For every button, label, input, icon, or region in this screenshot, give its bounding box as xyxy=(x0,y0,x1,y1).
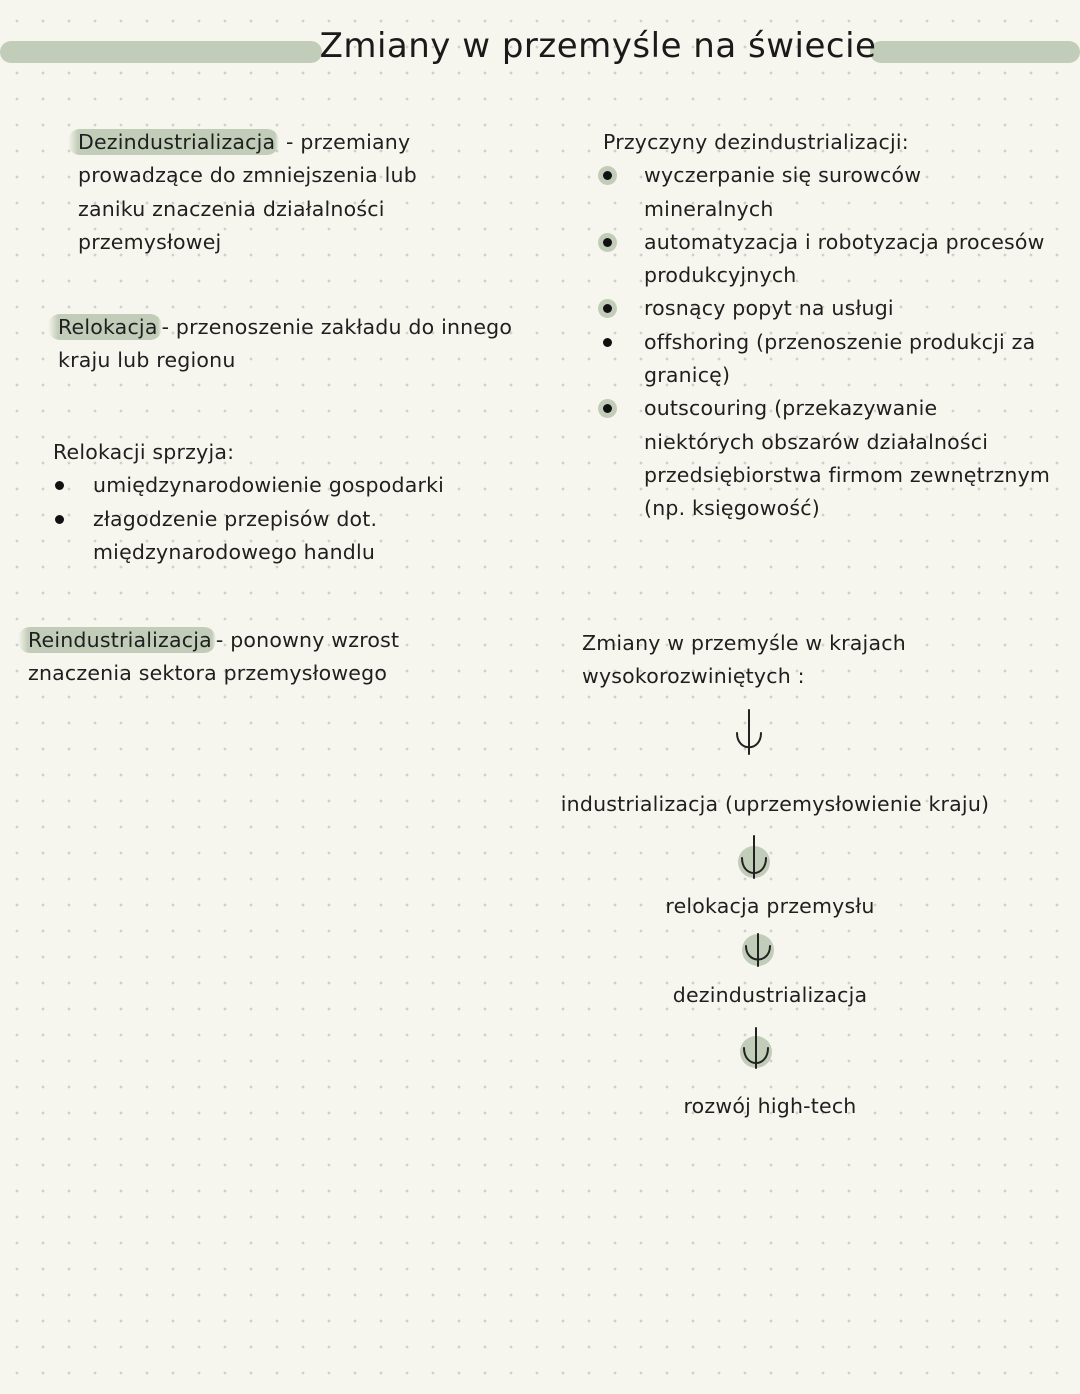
term-dezindustrializacja: Dezindustrializacja xyxy=(68,129,279,155)
section-heading: Przyczyny dezindustrializacji: xyxy=(603,130,909,154)
definition-text: - przemiany prowadzące do zmniejszenia lub zaniku znaczenia działalności przemysłowej xyxy=(78,130,417,254)
definition-dezindustrializacja xyxy=(78,126,438,259)
bullet-icon xyxy=(603,338,612,347)
bullet-icon xyxy=(603,404,612,413)
list-item: złagodzenie przepisów dot. międzynarodowego handlu xyxy=(53,503,473,570)
down-arrow-icon xyxy=(732,832,778,884)
list-item: automatyzacja i robotyzacja procesów produkcyjnych xyxy=(603,226,1053,293)
definition-text: - przenoszenie zakładu do innego kraju lub regionu xyxy=(58,315,513,373)
flow-heading: Zmiany w przemyśle w krajach wysokorozwiniętych : xyxy=(582,631,906,689)
bullet-icon xyxy=(55,481,64,490)
definition-text: - ponowny wzrost znaczenia sektora przemysłowego xyxy=(28,628,400,686)
definition-relokacja xyxy=(58,311,528,378)
bullet-icon xyxy=(603,238,612,247)
flow-step-relokacja: relokacja przemysłu xyxy=(665,894,875,918)
section-heading: Relokacji sprzyja: xyxy=(53,440,235,464)
list-item: rosnący popyt na usługi xyxy=(603,292,1053,325)
down-arrow-icon xyxy=(736,928,782,972)
down-arrow-icon xyxy=(730,708,770,760)
down-arrow-icon xyxy=(734,1024,780,1074)
list-item: outscouring (przekazywanie niektórych obszarów działalności przedsiębiorstwa firmom zewnętrznym (np. księgowość) xyxy=(603,392,1053,525)
list-item: wyczerpanie się surowców mineralnych xyxy=(603,159,1053,226)
flow-step-dezindustrializacja: dezindustrializacja xyxy=(672,983,868,1007)
title-bar-left xyxy=(0,41,322,63)
bullet-icon xyxy=(603,171,612,180)
page-title: Zmiany w przemyśle na świecie xyxy=(319,26,877,66)
list-item: umiędzynarodowienie gospodarki xyxy=(53,469,473,502)
term-relokacja: Relokacja xyxy=(48,314,162,340)
title-bar-right xyxy=(870,41,1080,63)
relokacja-sprzyja-section xyxy=(53,436,473,569)
flow-step-high-tech: rozwój high-tech xyxy=(683,1094,857,1118)
list-item: offshoring (przenoszenie produkcji za granicę) xyxy=(603,326,1053,393)
przyczyny-section xyxy=(603,126,1053,526)
flow-step-industrializacja: industrializacja (uprzemysłowienie kraju) xyxy=(560,792,990,816)
definition-reindustrializacja xyxy=(28,624,428,691)
term-reindustrializacja: Reindustrializacja xyxy=(18,627,216,653)
bullet-icon xyxy=(55,515,64,524)
bullet-icon xyxy=(603,304,612,313)
